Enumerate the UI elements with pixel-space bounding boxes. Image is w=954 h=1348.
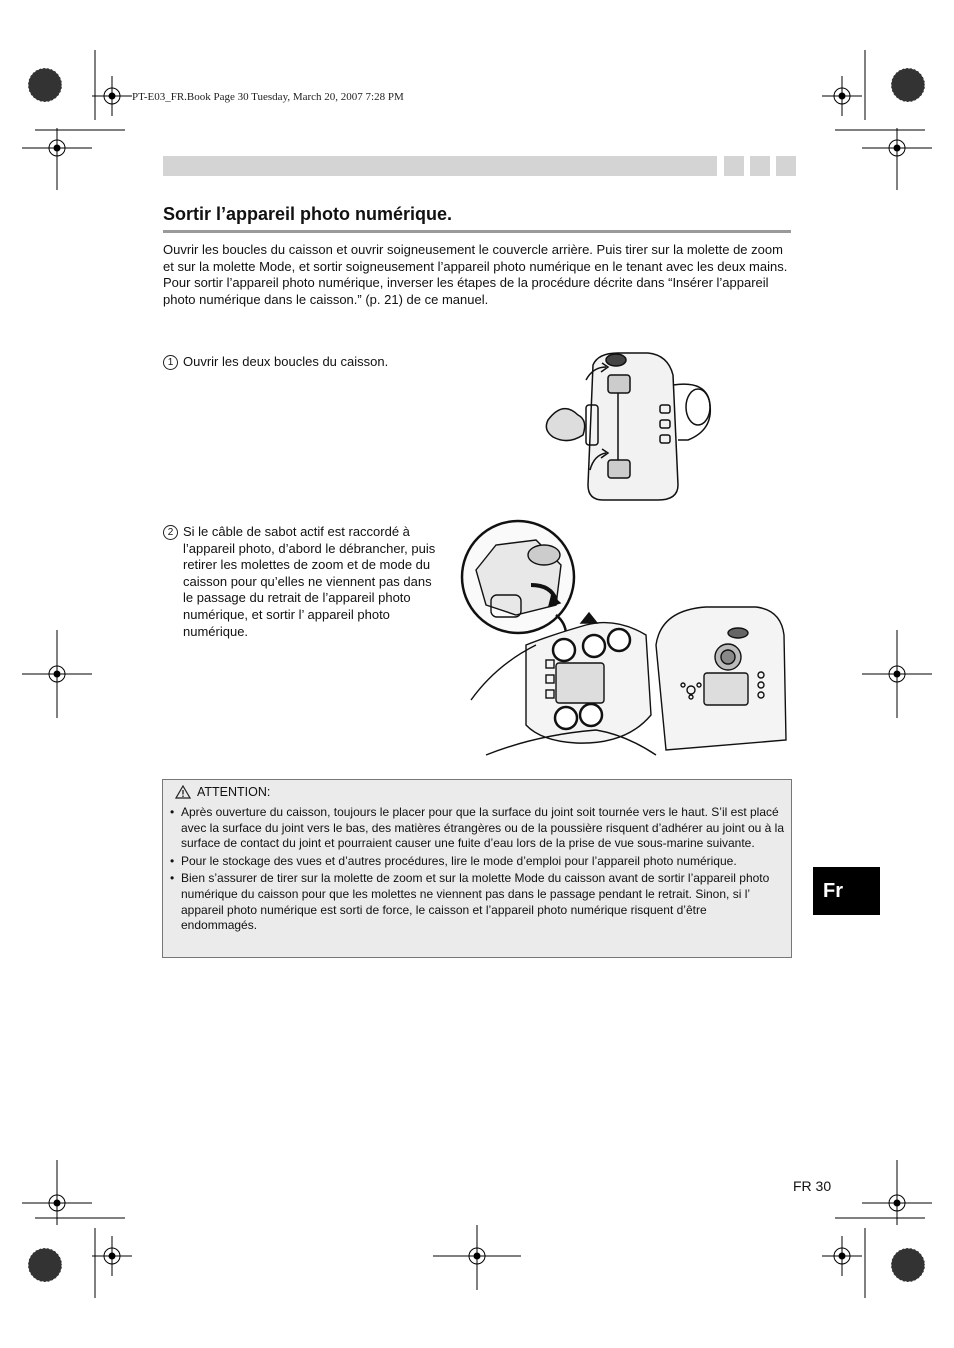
bullet: •	[170, 805, 175, 819]
intro-paragraph: Ouvrir les boucles du caisson et ouvrir soigneusement le couvercle arrière. Puis tirer sur la molette de zoom et sur la molette Mode, et sortir soigneusement l’appareil photo numérique en le tenant avec les deux mains.	[163, 242, 788, 274]
intro-paragraph: Pour sortir l’appareil photo numérique, inverser les étapes de la procédure décrite dans “Insérer l’appareil photo numérique dans le caisson.” (p. 21) de ce manuel.	[163, 275, 769, 307]
step-2	[163, 524, 438, 640]
attention-item	[169, 854, 785, 870]
attention-item	[169, 805, 785, 852]
print-header: PT-E03_FR.Book Page 30 Tuesday, March 20, 2007 7:28 PM	[132, 91, 404, 103]
title-underline	[163, 230, 791, 233]
attention-list	[169, 805, 785, 936]
step-number: 1	[163, 355, 178, 370]
warning-triangle-icon	[175, 785, 191, 799]
page-number: FR 30	[793, 1178, 832, 1194]
attention-item	[169, 871, 785, 933]
attention-heading	[175, 785, 270, 799]
attention-item-text: Après ouverture du caisson, toujours le placer pour que la surface du joint soit tournée vers le haut. S’il est placé avec la surface du joint vers le bas, des matières étrangères ou de la poussière risquent d’adhérer au joint ou à la surface de contact du joint et pourraient causer une fuite d’eau lors de la prise de vue sous-marine suivante.	[181, 805, 785, 851]
attention-item-text: Pour le stockage des vues et d’autres procédures, lire le mode d’emploi pour l’appareil photo numérique.	[181, 853, 737, 868]
language-tab: Fr	[813, 867, 880, 915]
attention-item-text: Bien s’assurer de tirer sur la molette de zoom et sur la molette Mode du caisson avant de sortir l’appareil photo numérique du caisson pour que les molettes ne viennent pas dans le passage pendant le retrait. Sinon, si l’ appareil photo numérique est sorti de force, le caisson et l’appareil photo numérique risquent d’être endommagés.	[181, 871, 770, 933]
section-header-square	[750, 156, 770, 176]
camera-removal-illustration	[456, 515, 796, 760]
intro-text	[163, 242, 793, 308]
section-header-bar	[163, 156, 717, 176]
housing-buckles-illustration	[538, 345, 728, 505]
step-number: 2	[163, 525, 178, 540]
bullet: •	[170, 853, 175, 868]
step-1	[163, 354, 463, 371]
section-header-square	[724, 156, 744, 176]
section-title: Sortir l’appareil photo numérique.	[163, 204, 453, 224]
step-text: Si le câble de sabot actif est raccordé à l’appareil photo, d’abord le débrancher, puis retirer les molettes de zoom et de mode du caisson pour qu’elles ne viennent pas dans le passage du retrait de l’appareil photo numérique, et sortir l’ appareil photo numérique.	[183, 524, 436, 639]
attention-box	[162, 779, 792, 958]
attention-label: ATTENTION:	[197, 785, 271, 799]
step-text: Ouvrir les deux boucles du caisson.	[183, 354, 389, 369]
section-header-square	[776, 156, 796, 176]
bullet: •	[170, 871, 175, 886]
